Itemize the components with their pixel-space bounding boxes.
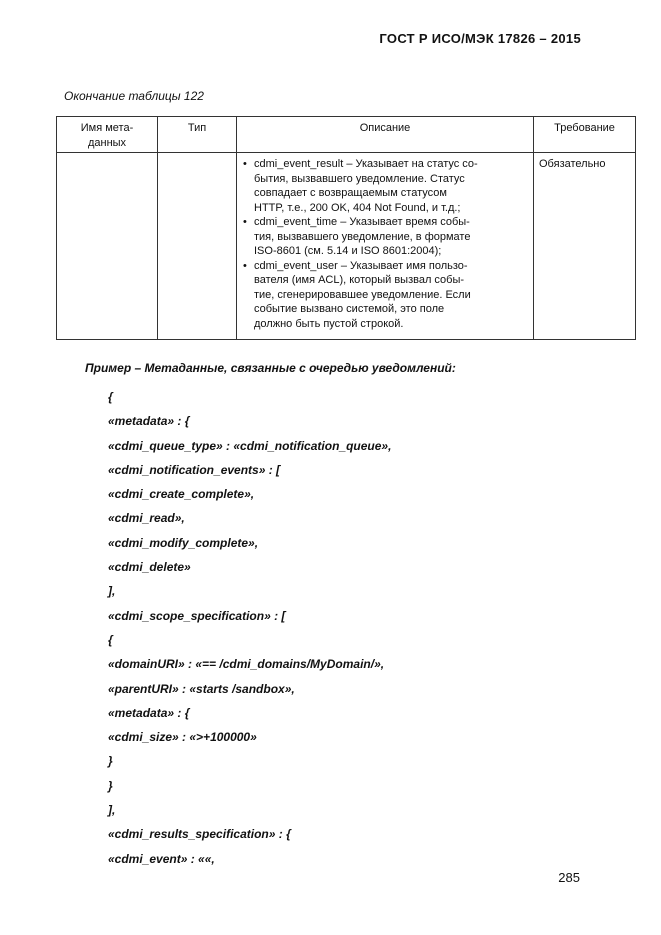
table-header-row	[57, 117, 636, 153]
code-line: ],	[108, 803, 116, 818]
code-line: }	[108, 778, 113, 793]
code-line: «cdmi_scope_specification» : [	[108, 608, 286, 623]
cell-type	[158, 153, 237, 340]
code-line: «metadata» : {	[108, 414, 190, 429]
column-header-type: Тип	[158, 117, 237, 153]
page-number: 285	[558, 870, 580, 885]
code-line: {	[108, 632, 113, 647]
column-header-name: Имя мета- данных	[57, 117, 158, 153]
description-list	[243, 157, 519, 331]
document-header: ГОСТ Р ИСО/МЭК 17826 – 2015	[379, 31, 581, 46]
code-line: «cdmi_results_specification» : {	[108, 827, 291, 842]
cell-requirement: Обязательно	[534, 153, 636, 340]
code-line: «cdmi_read»,	[108, 511, 185, 526]
code-line: {	[108, 390, 113, 404]
cell-description	[237, 153, 534, 340]
code-line: «parentURI» : «starts /sandbox»,	[108, 681, 295, 696]
description-item: • cdmi_event_time – Указывает время собы- тия, вызвавшего уведомление, в формате ISO-8601 (см. 5.14 и ISO 8601:2004);	[243, 215, 519, 259]
column-header-requirement: Требование	[534, 117, 636, 153]
code-line: «cdmi_modify_complete»,	[108, 535, 259, 550]
example-title: Пример – Метаданные, связанные с очередью уведомлений:	[85, 361, 456, 375]
code-line: }	[108, 754, 113, 769]
code-line: «cdmi_event» : ««,	[108, 851, 215, 866]
description-item: • cdmi_event_user – Указывает имя пользо- вателя (имя ACL), который вызвал собы- тие, сгенерировавшее уведомление. Если событие вызвано системой, это поле должно быть пустой строкой.	[243, 259, 519, 332]
code-line: «cdmi_delete»	[108, 560, 191, 575]
code-line: «cdmi_queue_type» : «cdmi_notification_queue»,	[108, 438, 392, 453]
table-caption: Окончание таблицы 122	[64, 89, 204, 103]
cell-name	[57, 153, 158, 340]
column-header-description: Описание	[237, 117, 534, 153]
code-line: «metadata» : {	[108, 705, 190, 720]
code-line: «cdmi_size» : «>+100000»	[108, 730, 257, 745]
description-item: • cdmi_event_result – Указывает на статус со- бытия, вызвавшего уведомление. Статус совпадает с возвращаемым статусом HTTP, т.е., 200 OK, 404 Not Found, и т.д.;	[243, 157, 519, 215]
code-example	[108, 385, 391, 871]
code-line: «domainURI» : «== /cdmi_domains/MyDomain/»,	[108, 657, 385, 672]
table-row	[57, 153, 636, 340]
code-line: «cdmi_notification_events» : [	[108, 462, 281, 477]
metadata-table	[56, 116, 636, 340]
code-line: «cdmi_create_complete»,	[108, 487, 255, 502]
code-line: ],	[108, 584, 116, 599]
